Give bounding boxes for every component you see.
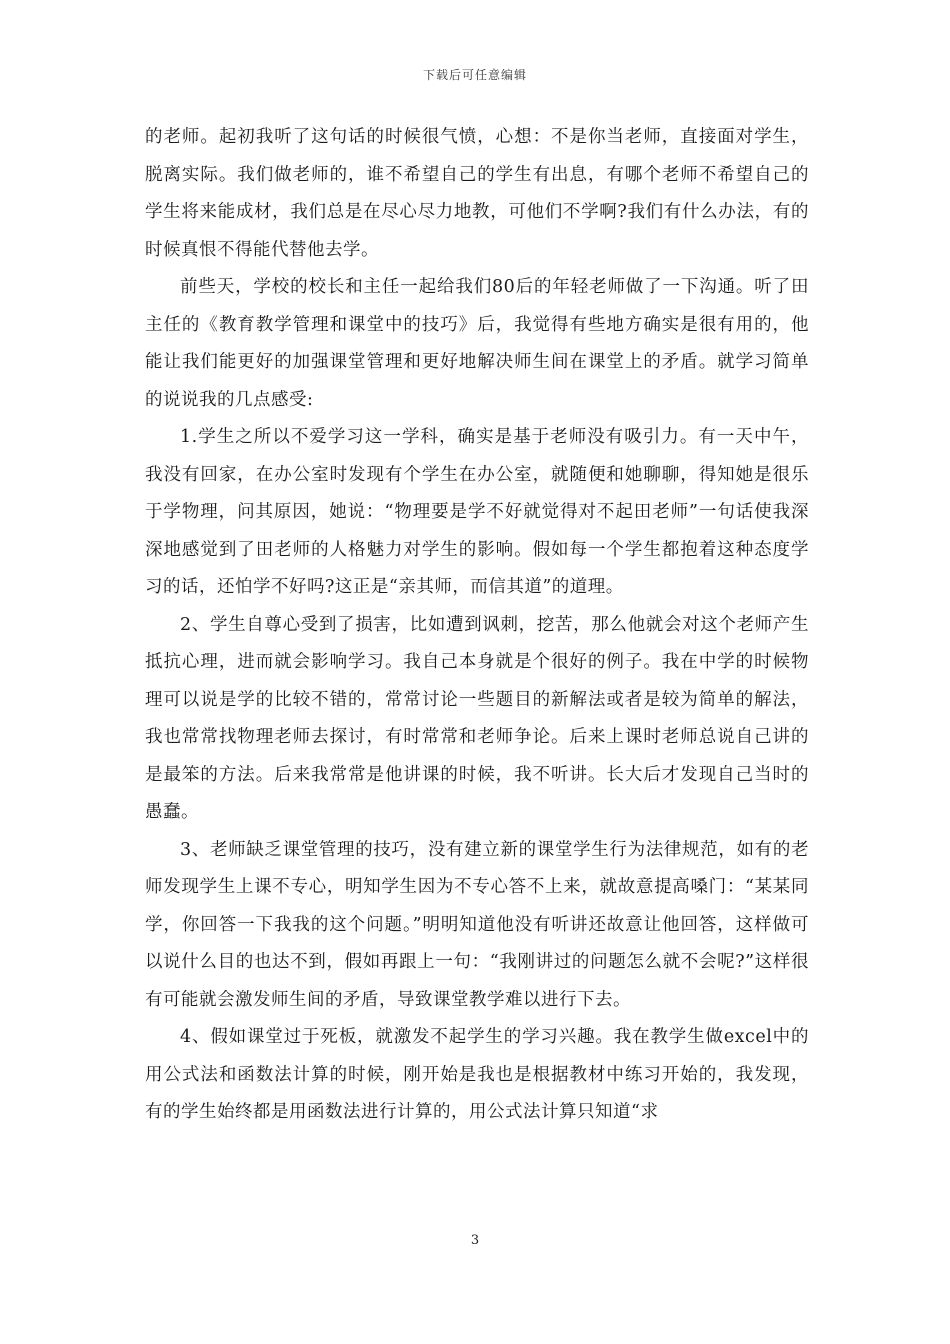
paragraph-point-3: 3、老师缺乏课堂管理的技巧，没有建立新的课堂学生行为法律规范，如有的老师发现学生上课不专心，明知学生因为不专心答不上来，就故意提高嗓门：“某某同学，你回答一下我我的这个问题。”明明知道他没有听讲还故意让他回答，这样做可以说什么目的也达不到，假如再跟上一句：“我刚讲过的问题怎么就不会呢?”这样很有可能就会激发师生间的矛盾，导致课堂教学难以进行下去。 (145, 839, 809, 1010)
paragraph-point-1: 1.学生之所以不爱学习这一学科，确实是基于老师没有吸引力。有一天中午，我没有回家，在办公室时发现有个学生在办公室，就随便和她聊聊，得知她是很乐于学物理，问其原因，她说：“物理要是学不好就觉得对不起田老师”一句话使我深深地感觉到了田老师的人格魅力对学生的影响。假如每一个学生都抱着这种态度学习的话，还怕学不好吗?这正是“亲其师，而信其道”的道理。 (145, 427, 809, 597)
page-number: 3 (470, 1233, 480, 1248)
paragraph-point-4: 4、假如课堂过于死板，就激发不起学生的学习兴趣。我在教学生做excel中的用公式法和函数法计算的时候，刚开始是我也是根据教材中练习开始的，我发现，有的学生始终都是用函数法进行计算的，用公式法计算只知道“求 (145, 1027, 809, 1122)
page-header: 下载后可任意编辑 (422, 68, 527, 82)
document-body (145, 119, 809, 1132)
paragraph-continued: 的老师。起初我听了这句话的时候很气愤，心想：不是你当老师，直接面对学生，脱离实际。我们做老师的，谁不希望自己的学生有出息，有哪个老师不希望自己的学生将来能成材，我们总是在尽心尽力地教，可他们不学啊?我们有什么办法，有的时候真恨不得能代替他去学。 (145, 127, 809, 260)
paragraph-meeting: 前些天，学校的校长和主任一起给我们80后的年轻老师做了一下沟通。听了田主任的《教育教学管理和课堂中的技巧》后，我觉得有些地方确实是很有用的，他能让我们能更好的加强课堂管理和更好地解决师生间在课堂上的矛盾。就学习简单的说说我的几点感受: (145, 277, 809, 410)
paragraph-point-2: 2、学生自尊心受到了损害，比如遭到讽刺，挖苦，那么他就会对这个老师产生抵抗心理，进而就会影响学习。我自己本身就是个很好的例子。我在中学的时候物理可以说是学的比较不错的，常常讨论一些题目的新解法或者是较为简单的解法，我也常常找物理老师去探讨，有时常常和老师争论。后来上课时老师总说自己讲的是最笨的方法。后来我常常是他讲课的时候，我不听讲。长大后才发现自己当时的愚蠢。 (145, 614, 809, 822)
